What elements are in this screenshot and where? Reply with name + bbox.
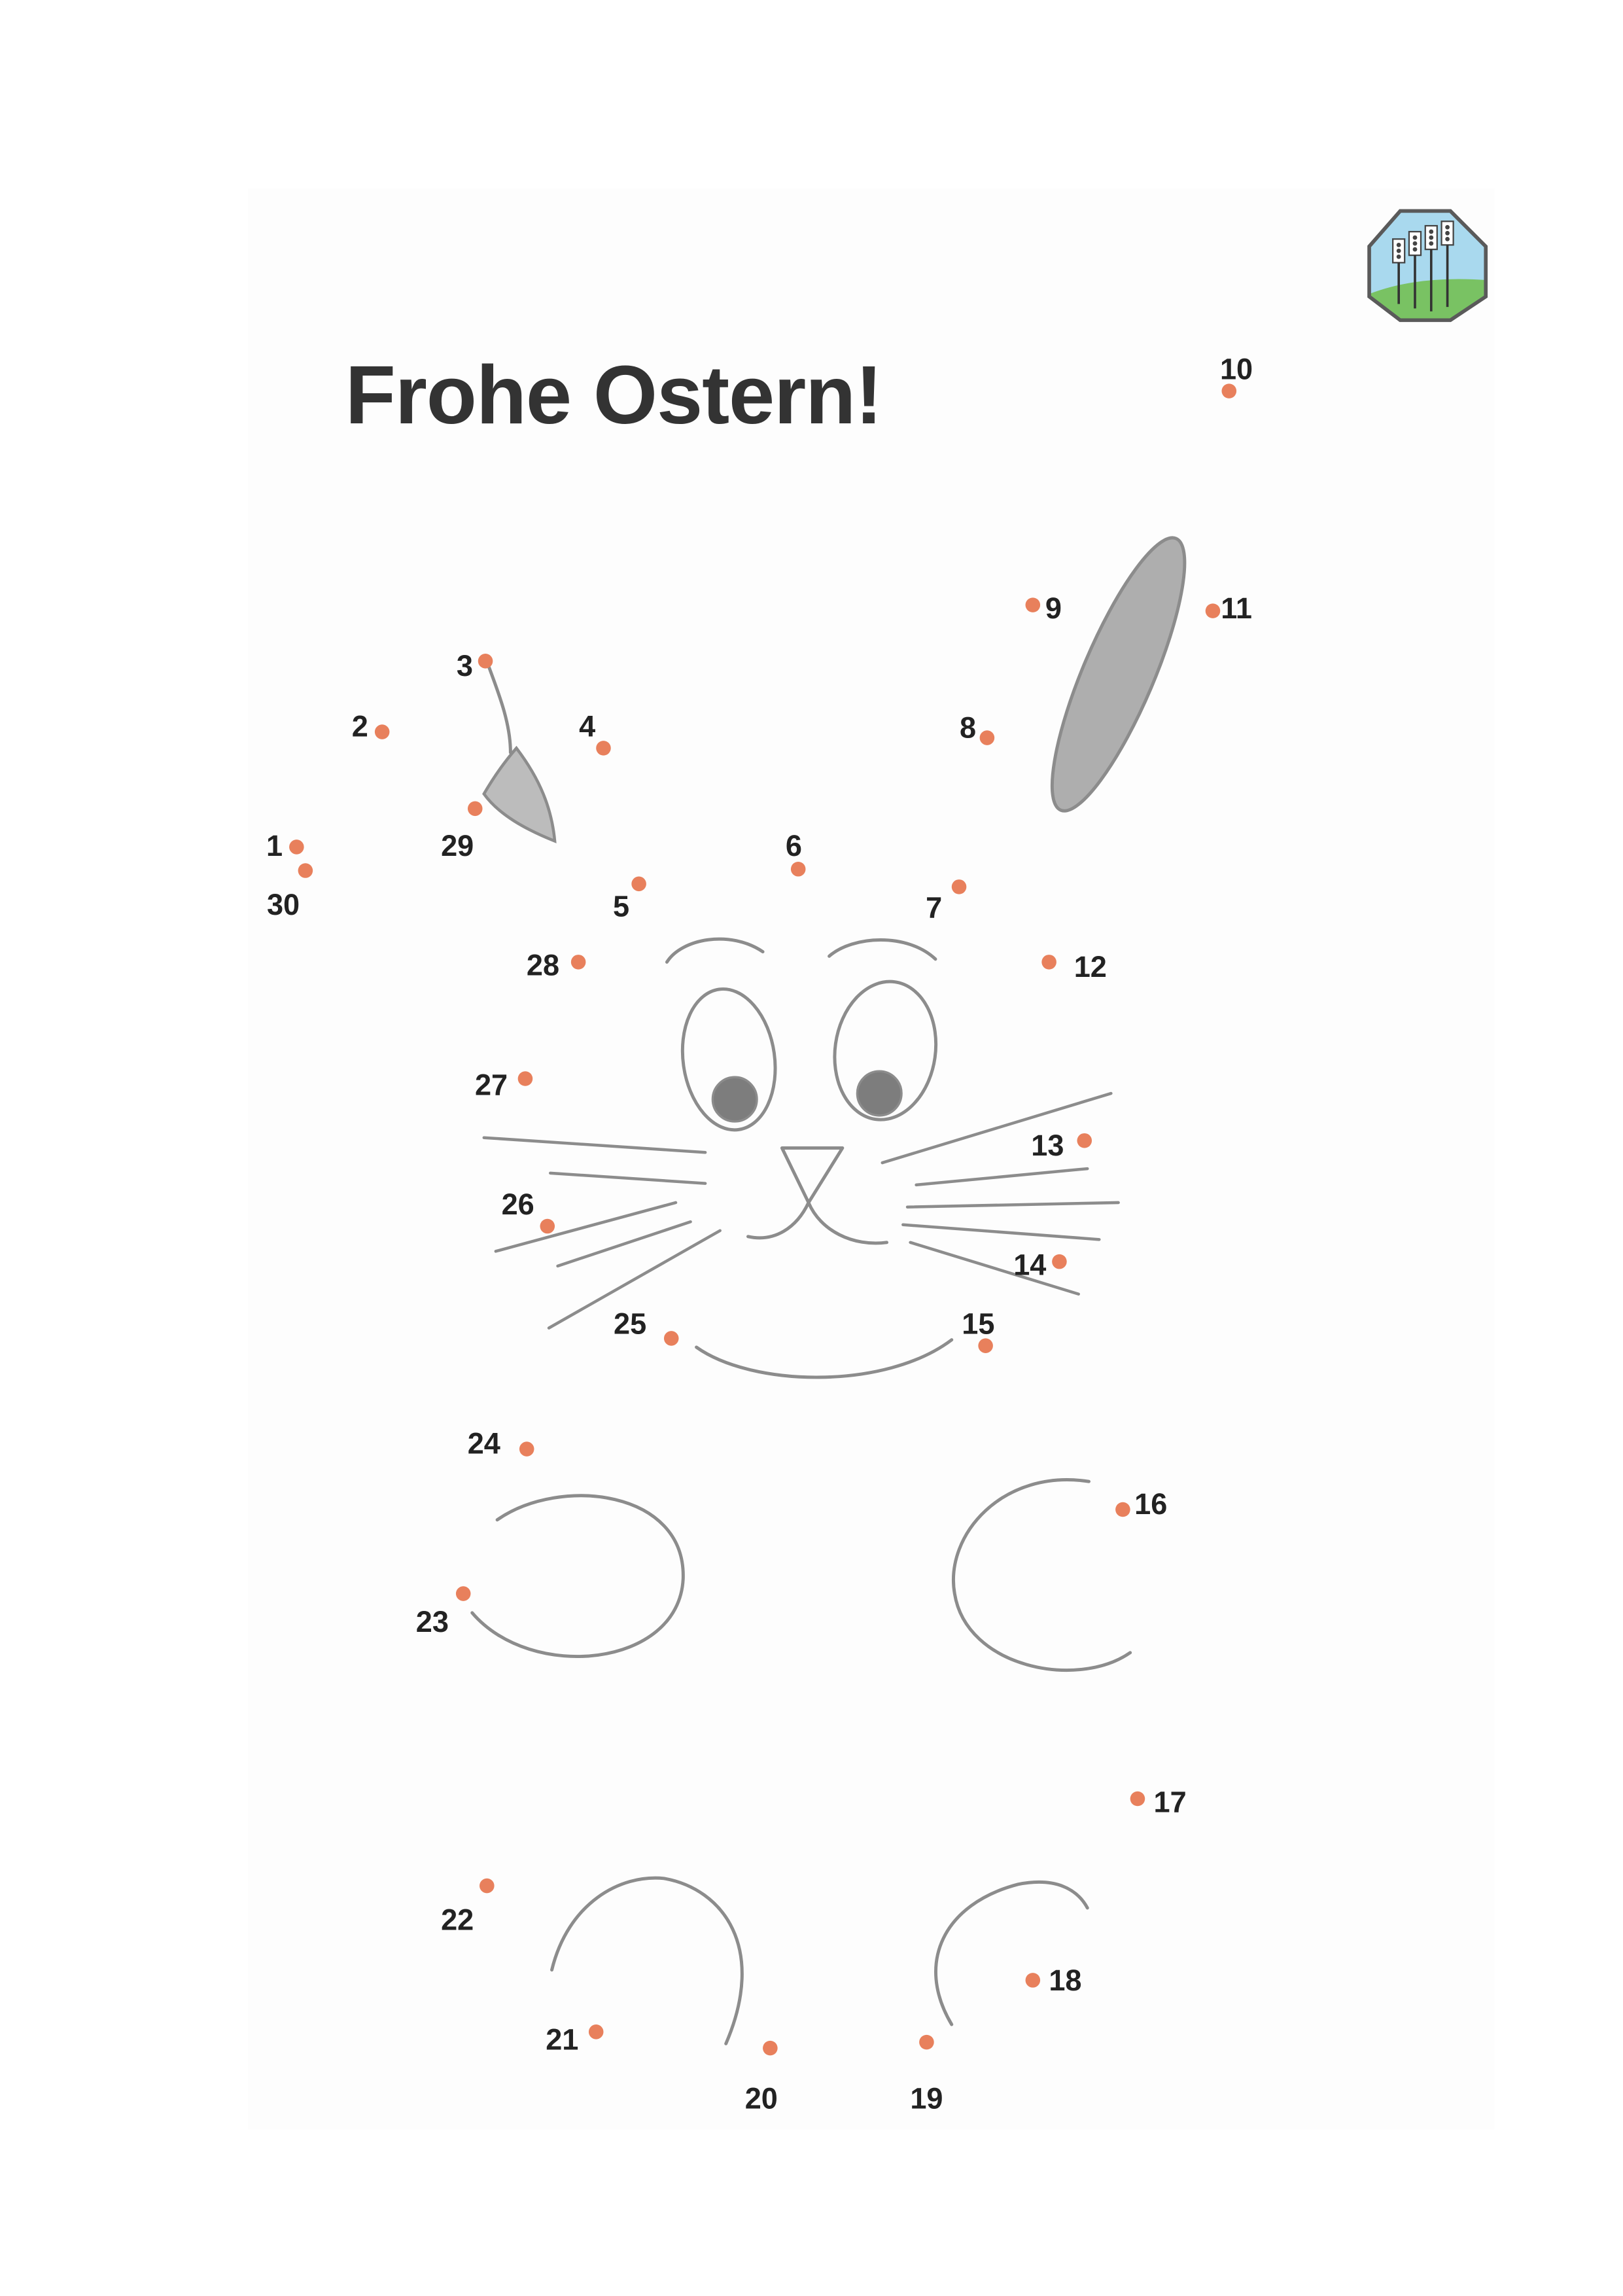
left-pupil <box>712 1077 757 1122</box>
dot-label-17: 17 <box>1153 1785 1187 1819</box>
dot-label-5: 5 <box>612 889 630 923</box>
dot-4 <box>596 741 611 756</box>
dot-26 <box>540 1219 555 1234</box>
dot-label-29: 29 <box>441 828 474 862</box>
dot-9 <box>1026 597 1041 612</box>
dot-label-8: 8 <box>960 711 977 745</box>
dot-28 <box>571 955 586 970</box>
dot-label-9: 9 <box>1045 591 1062 625</box>
dot-23 <box>456 1586 471 1601</box>
dot-10 <box>1222 383 1237 398</box>
dot-label-12: 12 <box>1073 949 1107 983</box>
dot-13 <box>1077 1133 1092 1148</box>
dot-label-7: 7 <box>926 891 943 925</box>
right-pupil <box>857 1071 901 1116</box>
dot-label-20: 20 <box>744 2081 778 2115</box>
dot-label-24: 24 <box>467 1426 500 1460</box>
dot-label-15: 15 <box>962 1307 995 1341</box>
dot-30 <box>298 863 313 878</box>
dot-label-10: 10 <box>1219 352 1253 386</box>
dot-label-11: 11 <box>1221 591 1252 625</box>
dot-14 <box>1052 1254 1067 1269</box>
dot-label-6: 6 <box>785 828 802 862</box>
dot-25 <box>664 1331 679 1346</box>
dot-1 <box>289 839 304 855</box>
dot-label-19: 19 <box>910 2081 943 2115</box>
dot-3 <box>478 654 493 669</box>
dot-2 <box>375 724 390 739</box>
dot-16 <box>1115 1502 1130 1517</box>
dot-label-16: 16 <box>1134 1487 1168 1521</box>
dot-label-1: 1 <box>266 828 283 862</box>
dot-21 <box>589 2024 604 2040</box>
dot-label-18: 18 <box>1049 1964 1082 1998</box>
dot-29 <box>468 802 483 817</box>
dot-7 <box>952 879 967 894</box>
paper-area <box>248 189 1495 2130</box>
dot-label-27: 27 <box>474 1068 508 1102</box>
dot-label-4: 4 <box>579 709 596 743</box>
page-title: Frohe Ostern! <box>345 349 882 442</box>
dot-17 <box>1130 1792 1145 1807</box>
dot-22 <box>480 1879 495 1894</box>
dot-label-25: 25 <box>613 1307 647 1341</box>
dot-20 <box>763 2041 778 2056</box>
dot-label-2: 2 <box>351 709 368 743</box>
dot-label-14: 14 <box>1013 1248 1047 1282</box>
dot-11 <box>1206 603 1221 618</box>
dot-12 <box>1041 955 1056 970</box>
dot-label-30: 30 <box>266 888 300 922</box>
dot-6 <box>791 862 806 877</box>
dot-18 <box>1026 1973 1041 1988</box>
dot-label-13: 13 <box>1031 1128 1064 1162</box>
dot-label-22: 22 <box>441 1903 474 1937</box>
dot-5 <box>631 877 646 892</box>
dot-label-3: 3 <box>456 648 474 682</box>
dot-19 <box>919 2035 934 2050</box>
dot-27 <box>518 1071 533 1086</box>
dot-15 <box>978 1338 993 1353</box>
dot-label-21: 21 <box>546 2022 579 2057</box>
dot-24 <box>519 1441 534 1457</box>
dot-label-28: 28 <box>526 948 560 982</box>
dot-label-26: 26 <box>501 1187 534 1221</box>
dot-8 <box>980 730 995 745</box>
dot-label-23: 23 <box>415 1605 449 1639</box>
